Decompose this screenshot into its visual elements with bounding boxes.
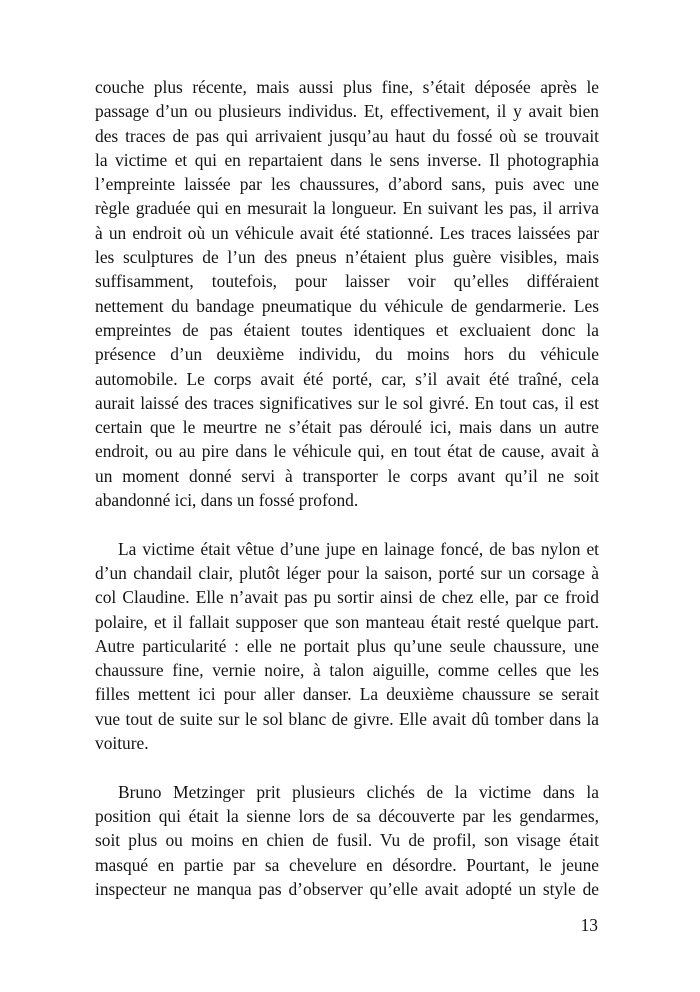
paragraph [95,75,599,512]
text-line: présence d’un deuxième individu, du moins hors du véhicule [95,344,599,365]
text-line: Bruno Metzinger prit plusieurs clichés de la victime dans la [118,781,599,802]
text-line: des traces de pas qui arrivaient jusqu’au haut du fossé où se trouvait [95,125,599,146]
text-line: polaire, et il fallait supposer que son manteau était resté quelque part. [95,611,599,632]
text-line: inspecteur ne manqua pas d’observer qu’elle avait adopté un style de [95,878,599,899]
text-line: vue tout de suite sur le sol blanc de givre. Elle avait dû tomber dans la [95,708,599,729]
text-line: automobile. Le corps avait été porté, car, s’il avait été traîné, cela [95,368,599,389]
text-line: endroit, ou au pire dans le véhicule qui, en tout état de cause, avait à [95,441,599,462]
paragraph [95,780,599,901]
text-line: col Claudine. Elle n’avait pas pu sortir ainsi de chez elle, par ce froid [95,587,599,608]
text-line: position qui était la sienne lors de sa découverte par les gendarmes, [95,805,599,826]
text-line: aurait laissé des traces significatives sur le sol givré. En tout cas, il est [95,392,599,413]
text-line: la victime et qui en repartaient dans le sens inverse. Il photographia [95,149,599,170]
page-number: 13 [580,915,598,935]
text-line: empreintes de pas étaient toutes identiques et excluaient donc la [95,319,599,340]
text-line: La victime était vêtue d’une jupe en lainage foncé, de bas nylon et [118,538,599,559]
text-line: l’empreinte laissée par les chaussures, d’abord sans, puis avec une [95,174,599,195]
text-line: à un endroit où un véhicule avait été stationné. Les traces laissées par [95,222,599,243]
text-line: certain que le meurtre ne s’était pas déroulé ici, mais dans un autre [95,417,599,438]
text-line: passage d’un ou plusieurs individus. Et, effectivement, il y avait bien [95,101,599,122]
text-line: Autre particularité : elle ne portait plus qu’une seule chaussure, une [95,635,599,656]
text-line: les sculptures de l’un des pneus n’étaient plus guère visibles, mais [95,247,599,268]
text-line: chaussure fine, vernie noire, à talon aiguille, comme celles que les [95,660,599,681]
text-line: un moment donné servi à transporter le corps avant qu’il ne soit [95,465,599,486]
text-line: masqué en partie par sa chevelure en désordre. Pourtant, le jeune [95,854,599,875]
paragraph [95,537,599,756]
text-line: règle graduée qui en mesurait la longueur. En suivant les pas, il arriva [95,198,599,219]
text-line: soit plus ou moins en chien de fusil. Vu de profil, son visage était [95,830,599,851]
body-text [95,75,599,925]
text-line: abandonné ici, dans un fossé profond. [95,490,359,511]
text-line: filles mettent ici pour aller danser. La deuxième chaussure se serait [95,684,599,705]
text-line: nettement du bandage pneumatique du véhicule de gendarmerie. Les [95,295,599,316]
text-line: d’un chandail clair, plutôt léger pour la saison, porté sur un corsage à [95,562,599,583]
text-line: voiture. [95,733,149,754]
text-line: suffisamment, toutefois, pour laisser voir qu’elles différaient [95,271,599,292]
text-line: couche plus récente, mais aussi plus fine, s’était déposée après le [95,77,599,97]
